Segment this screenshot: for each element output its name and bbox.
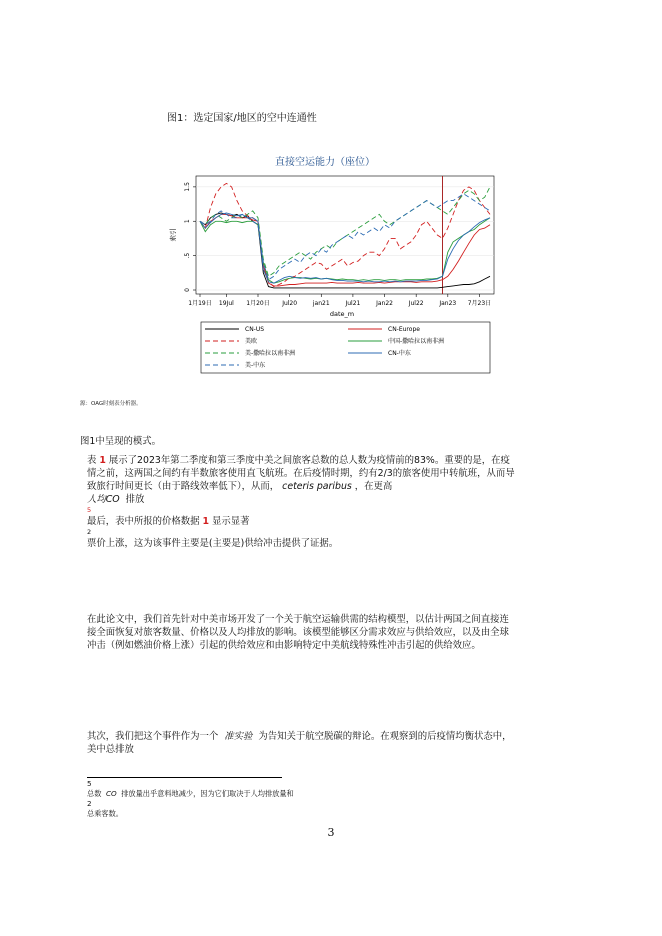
x-tick-label: 7月23日 (467, 300, 492, 307)
italic-term: 准实验 (224, 731, 253, 742)
x-tick-label: 1月20日 (246, 300, 270, 307)
footnote-ref-link[interactable]: 5 (87, 506, 92, 514)
x-tick-label: Jul21 (345, 300, 361, 307)
legend-label: CN-中东 (388, 350, 411, 357)
figure-caption: 图1：选定国家/地区的空中连通性 (167, 113, 317, 124)
italic-term: 人均CO (87, 494, 120, 505)
footnote-ref-mark: 2 (87, 528, 92, 536)
text-line: 冲击（例如燃油价格上涨）引起的供给效应和由影响特定中美航线特殊性冲击引起的供给效应。 (87, 640, 481, 651)
text-line: 情之前，这两国之间约有半数旅客使用直飞航班。在后疫情时期，约有2/3的旅客使用中转航班，从而导 (87, 468, 515, 479)
legend-label: CN-Europe (388, 326, 420, 333)
footnote-mark: 2 (87, 799, 92, 808)
x-tick-label: 1月19日 (188, 300, 212, 307)
footnote-text: 总乘客数。 (87, 809, 123, 818)
footnote-text: 排放量出乎意料地减少，因为它们取决于人均排放量和 (121, 789, 294, 798)
footnote-2 (87, 799, 123, 819)
legend-label: 美-撒哈拉以南非洲 (245, 350, 296, 357)
text-line: 最后，表中所报的价格数据 (87, 516, 200, 527)
text-line: ，在更高 (354, 481, 393, 492)
x-tick-label: Jan22 (376, 300, 393, 307)
table-ref-link[interactable]: 1 (99, 455, 106, 466)
x-tick-label: Jan23 (439, 300, 457, 307)
x-tick-label: Jul20 (282, 300, 298, 307)
air-connectivity-chart (160, 150, 500, 375)
x-tick-label: 19Jul (218, 300, 234, 307)
chart-legend (201, 322, 490, 373)
footnote-mark: 5 (87, 779, 92, 788)
y-axis-label: 索引 (169, 228, 177, 242)
y-tick-label: 1.5 (184, 182, 191, 192)
legend-label: 美-中东 (245, 362, 266, 369)
paragraph-model (87, 613, 592, 652)
italic-term: CO (105, 789, 117, 798)
y-tick-label: .5 (184, 252, 191, 259)
y-tick-label: 0 (184, 288, 191, 292)
paragraph-quasi-experiment (87, 730, 592, 756)
footnote-1 (87, 779, 294, 799)
paragraph-table-description (87, 454, 587, 550)
x-axis-label: date_m (329, 310, 355, 318)
text-line: 展示了2023年第二季度和第三季度中美之间旅客总数的总人数为疫情前的83%。重要的是，在疫 (108, 455, 510, 466)
text-line: 显示显著 (212, 516, 250, 527)
footnote-text: 总数 (87, 789, 102, 798)
italic-term: ceteris paribus (282, 481, 352, 492)
legend-label: CN-US (245, 326, 265, 333)
table-word: 表 (87, 455, 97, 466)
paragraph-figure-intro: 图1中呈现的模式。 (80, 436, 161, 447)
y-tick-label: 1 (184, 219, 191, 224)
x-tick-label: Jul22 (408, 300, 424, 307)
chart-title: 直接空运能力（座位） (275, 157, 375, 168)
text-line: 接全面恢复对旅客数量、价格以及人均排放的影响。该模型能够区分需求效应与供给效应，以及由全球 (87, 627, 509, 638)
text-line: 票价上涨，这为该事件主要是(主要是)供给冲击提供了证据。 (87, 538, 339, 549)
footnote-rule (87, 777, 282, 778)
text-line: 为告知关于航空脱碳的辩论。在观察到的后疫情均衡状态中， (258, 731, 512, 742)
text-line: 美中总排放 (87, 744, 134, 755)
text-line: 其次，我们把这个事件作为一个 (87, 731, 219, 742)
x-tick-label: jan21 (312, 300, 330, 307)
page-number: 3 (327, 826, 335, 839)
legend-label: 中国-撒哈拉以南非洲 (388, 338, 445, 345)
text-line: 排放 (125, 494, 145, 505)
table-ref-link[interactable]: 1 (202, 516, 210, 527)
text-line: 致旅行时间更长（由于路线效率低下），从而， (87, 481, 280, 492)
figure-source-note: 源：OAG时刻表分析器。 (80, 401, 142, 407)
plot-area (196, 176, 494, 294)
text-line: 在此论文中，我们首先针对中美市场开发了一个关于航空运输供需的结构模型，以估计两国之间直接连 (87, 614, 509, 625)
legend-label: 美欧 (245, 338, 258, 345)
